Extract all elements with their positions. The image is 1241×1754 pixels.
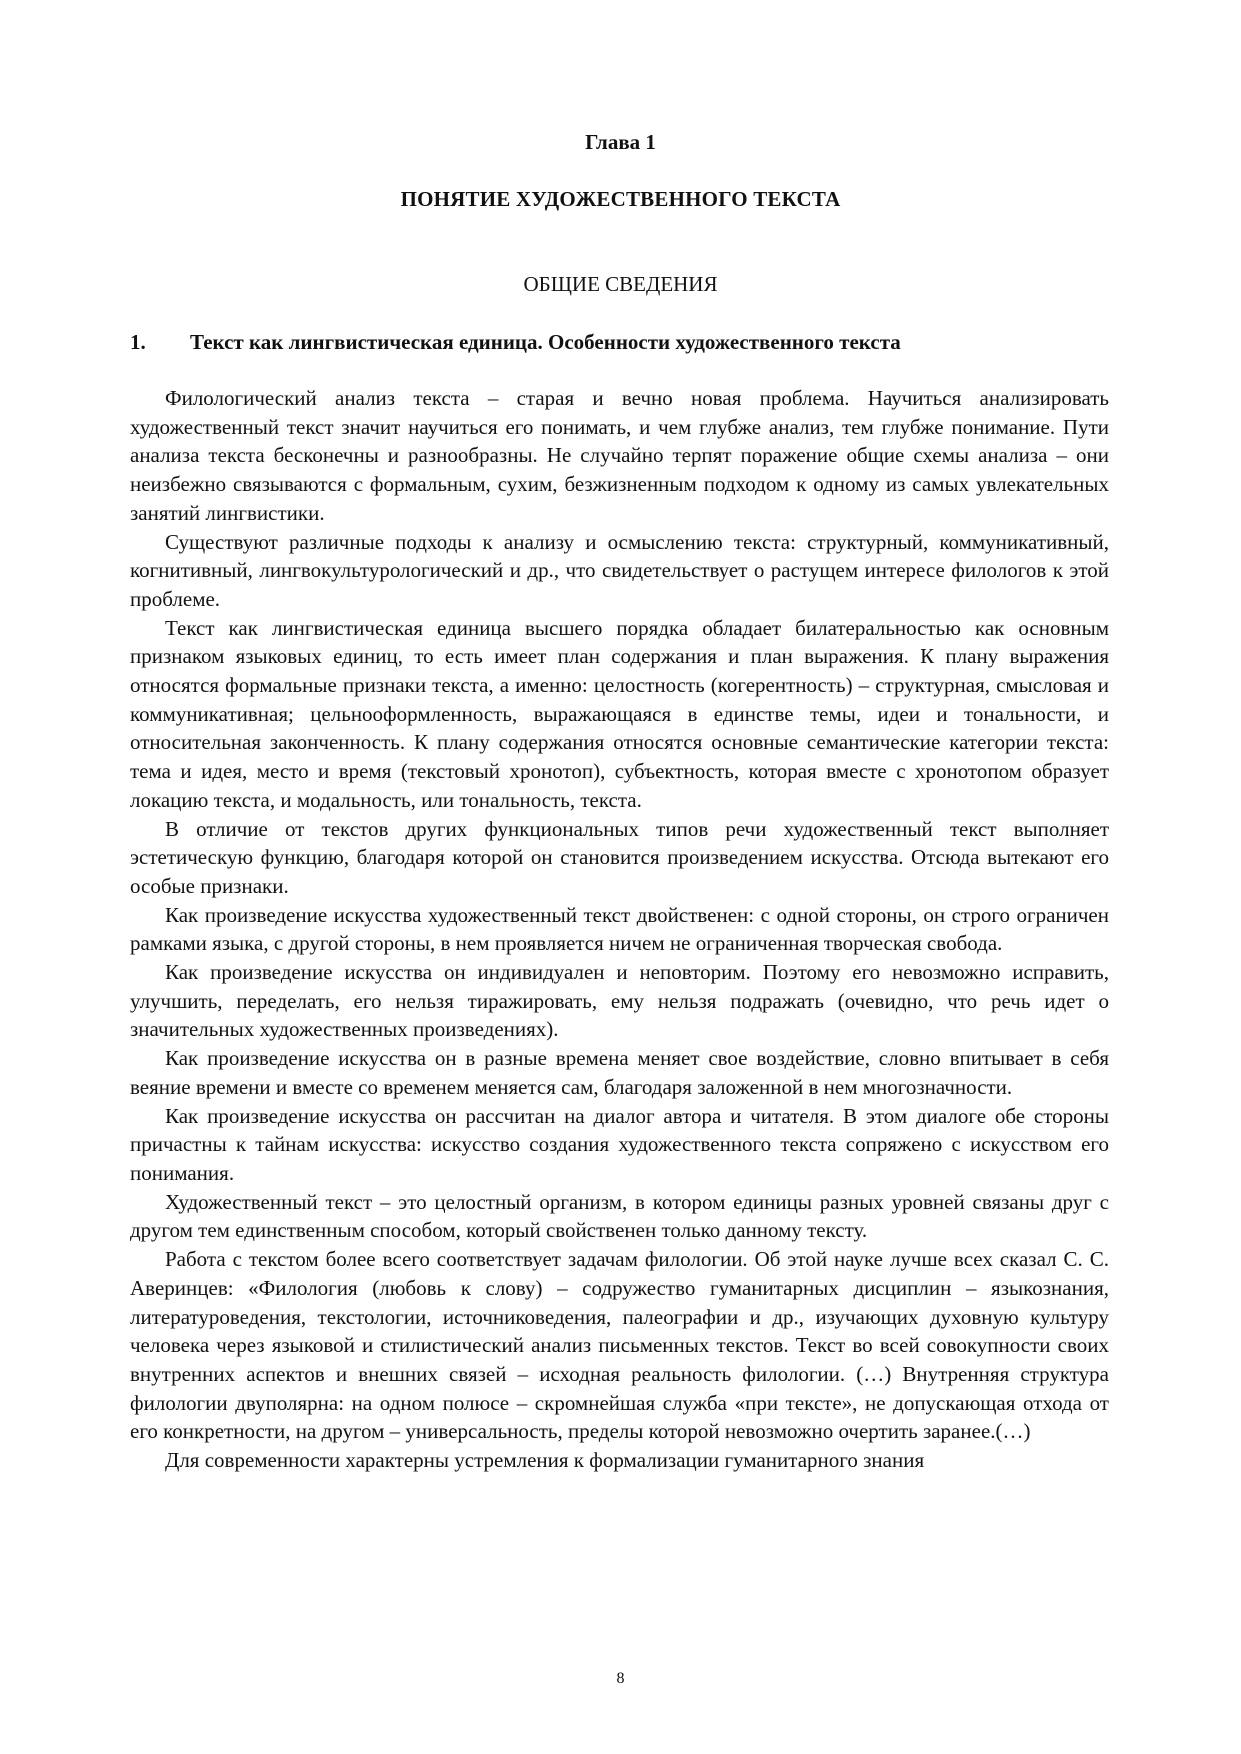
paragraph: Работа с текстом более всего соответствует задачам филологии. Об этой науке лучше всех сказал С. С. Аверинцев: «Филология (любовь к слову) – содружество гуманитарных дисциплин – языкознания, литературоведения, текстологии, источниковедения, палеографии и др., изучающих духовную культуру человека через языковой и стилистический анализ письменных текстов. Текст во всей совокупности своих внутренних аспектов и внешних связей – исходная реальность филологии. (…) Внутренняя структура филологии двуполярна: на одном полюсе – скромнейшая служба «при тексте», не допускающая отхода от его конкретности, на другом – универсальность, пределы которой невозможно очертить заранее.(…) — [130, 1247, 1109, 1444]
chapter-label: Глава 1 — [585, 130, 656, 154]
chapter-title: ПОНЯТИЕ ХУДОЖЕСТВЕННОГО ТЕКСТА — [400, 187, 841, 211]
paragraph: Текст как лингвистическая единица высшего порядка обладает билатеральностью как основным признаком языковых единиц, то есть имеет план содержания и план выражения. К плану выражения относятся формальные признаки текста, а именно: целостность (когерентность) – структурная, смысловая и коммуникативная; цельнооформленность, выражающаяся в единстве темы, идеи и тональности, и относительная законченность. К плану содержания относятся основные семантические категории текста: тема и идея, место и время (текстовый хронотоп), субъектность, которая вместе с хронотопом образует локацию текста, и модальность, или тональность, текста. — [130, 615, 1109, 812]
body-text — [130, 384, 1109, 1475]
paragraph: В отличие от текстов других функциональных типов речи художественный текст выполняет эстетическую функцию, благодаря которой он становится произведением искусства. Отсюда вытекают его особые признаки. — [130, 816, 1109, 898]
subsection-heading — [130, 330, 1110, 355]
paragraph: Художественный текст – это целостный организм, в котором единицы разных уровней связаны друг с другом тем единственным способом, который свойственен только данному тексту. — [130, 1189, 1109, 1243]
paragraph: Существуют различные подходы к анализу и осмыслению текста: структурный, коммуникативный, когнитивный, лингвокультурологический и др., что свидетельствует о растущем интересе филологов к этой проблеме. — [130, 529, 1109, 611]
heading-number: 1. — [130, 330, 146, 354]
paragraph: Как произведение искусства он в разные времена меняет свое воздействие, словно впитывает в себя веяние времени и вместе со временем меняется сам, благодаря заложенной в нем многозначности. — [130, 1046, 1109, 1099]
paragraph: Как произведение искусства он рассчитан на диалог автора и читателя. В этом диалоге обе стороны причастны к тайнам искусства: искусство создания художественного текста сопряжено с искусством его понимания. — [130, 1103, 1109, 1185]
paragraph: Филологический анализ текста – старая и вечно новая проблема. Научиться анализировать художественный текст значит научиться его понимать, и чем глубже анализ, тем глубже понимание. Пути анализа текста бесконечны и разнообразны. Не случайно терпят поражение общие схемы анализа – они неизбежно связываются с формальным, сухим, безжизненным подходом к одному из самых увлекательных занятий лингвистики. — [130, 386, 1109, 525]
paragraph: Как произведение искусства художественный текст двойственен: с одной стороны, он строго ограничен рамками языка, с другой стороны, в нем проявляется ничем не ограниченная творческая свобода. — [130, 902, 1109, 956]
paragraph: Как произведение искусства он индивидуален и неповторим. Поэтому его невозможно исправить, улучшить, переделать, его нельзя тиражировать, ему нельзя подражать (очевидно, что речь идет о значительных художественных произведениях). — [130, 960, 1109, 1042]
page-number: 8 — [616, 1670, 625, 1687]
paragraph: Для современности характерны устремления к формализации гуманитарного знания — [165, 1448, 925, 1473]
heading-text: Текст как лингвистическая единица. Особенности художественного текста — [190, 330, 901, 354]
section-title: ОБЩИЕ СВЕДЕНИЯ — [523, 272, 718, 296]
